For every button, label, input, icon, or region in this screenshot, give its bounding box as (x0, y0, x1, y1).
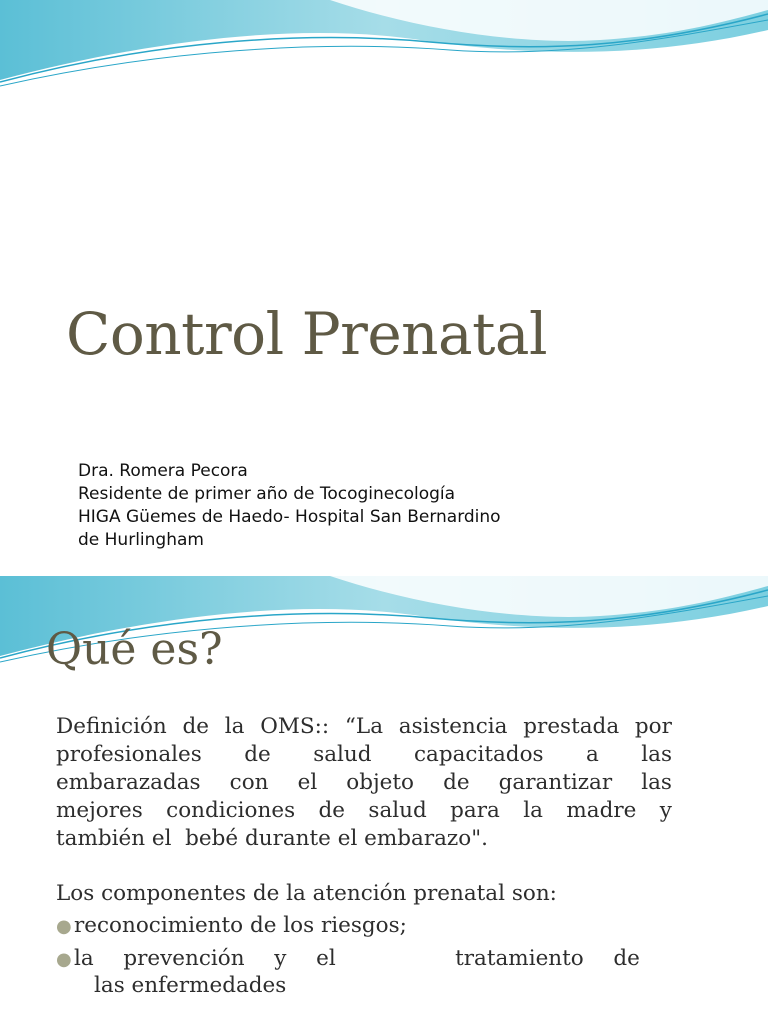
word: con (229, 770, 269, 795)
components-heading: Los componentes de la atención prenatal son: (56, 881, 557, 906)
word: Definición (56, 714, 167, 739)
word: y (659, 798, 672, 823)
list-item (56, 945, 672, 974)
word: asistencia (398, 714, 508, 739)
word: profesionales (56, 742, 202, 767)
word: prestada (523, 714, 620, 739)
word: la (74, 946, 94, 971)
content-slide (0, 576, 768, 1024)
word: de (613, 946, 640, 971)
slide-body (56, 713, 672, 1000)
word: el (316, 946, 336, 971)
word: y (274, 946, 287, 971)
word: la (224, 714, 245, 739)
word: el (297, 770, 318, 795)
word: tratamiento (455, 946, 584, 971)
definition-line (56, 797, 672, 825)
bullet-dot-icon: ● (56, 916, 72, 937)
word: las (641, 770, 672, 795)
word: de (244, 742, 271, 767)
list-item-text: reconocimiento de los riesgos; (74, 913, 407, 938)
word: de (182, 714, 210, 739)
word: embarazadas (56, 770, 201, 795)
definition-line (56, 825, 672, 853)
author-info (78, 460, 598, 552)
author-line: HIGA Güemes de Haedo- Hospital San Bernardino (78, 507, 501, 527)
slide-title: Qué es? (46, 624, 223, 675)
word: de (443, 770, 470, 795)
definition-line (56, 741, 672, 769)
author-line: de Hurlingham (78, 530, 204, 550)
author-line: Residente de primer año de Tocoginecología (78, 484, 456, 504)
bullet-dot-icon: ● (56, 949, 72, 970)
word: mejores (56, 798, 143, 823)
word: las (641, 742, 672, 767)
word: madre (566, 798, 637, 823)
word: objeto (346, 770, 414, 795)
word: para (450, 798, 500, 823)
list-item-text (74, 945, 640, 973)
word: también el bebé durante el embarazo". (56, 826, 488, 851)
word: la (523, 798, 543, 823)
definition-line (56, 713, 672, 741)
word: “La (344, 714, 384, 739)
list-item (56, 912, 672, 941)
presentation-title: Control Prenatal (66, 300, 548, 368)
decorative-wave-header (0, 0, 768, 90)
word: garantizar (498, 770, 613, 795)
word: de (318, 798, 346, 823)
word: a (585, 742, 599, 767)
word: salud (313, 742, 372, 767)
word: prevención (123, 946, 245, 971)
definition-line (56, 769, 672, 797)
author-line: Dra. Romera Pecora (78, 461, 248, 481)
word: capacitados (413, 742, 544, 767)
word: por (634, 714, 672, 739)
word: salud (368, 798, 427, 823)
word: condiciones (166, 798, 296, 823)
list-item-continuation: las enfermedades (94, 973, 287, 998)
word: OMS:: (260, 714, 330, 739)
